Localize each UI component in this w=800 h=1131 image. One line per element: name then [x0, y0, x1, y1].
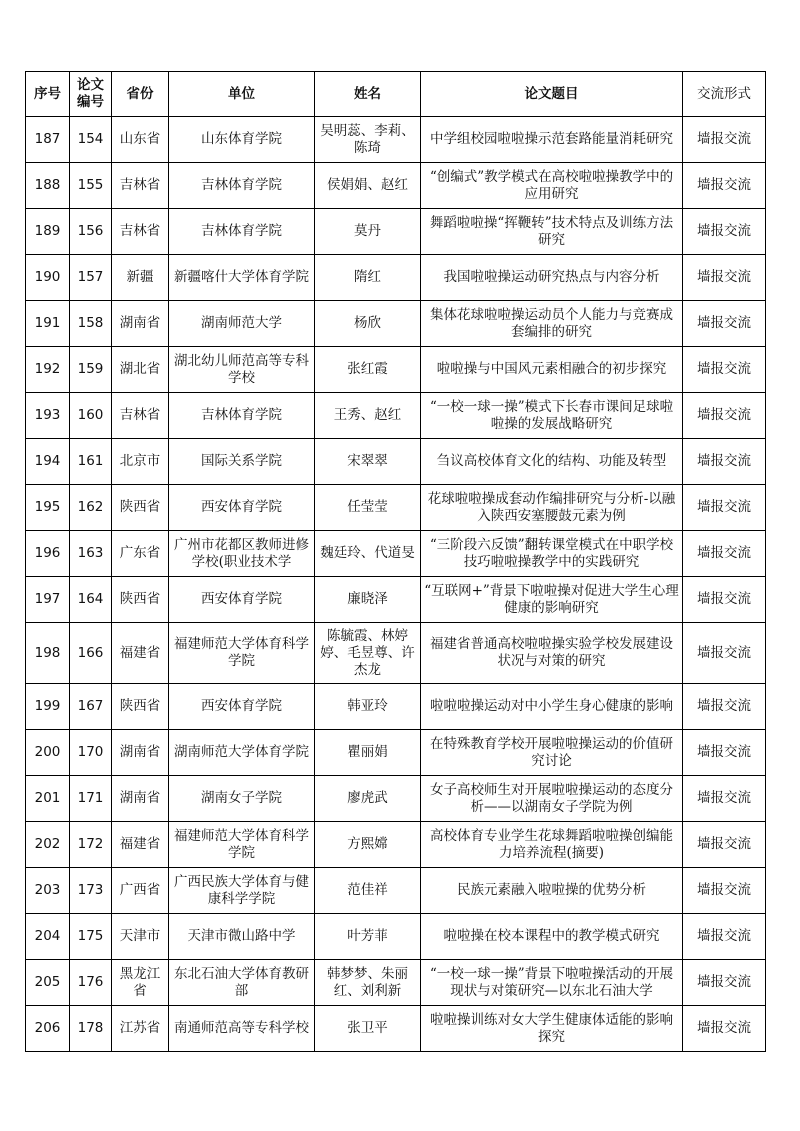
table-row [26, 1006, 766, 1052]
cell-paper-no: 170 [70, 730, 112, 776]
cell-paper-no: 154 [70, 117, 112, 163]
cell-unit: 湖南师范大学 [169, 301, 315, 347]
table-body [26, 117, 766, 1052]
cell-form: 墙报交流 [683, 577, 766, 623]
cell-province: 吉林省 [112, 393, 169, 439]
cell-name-text: 韩梦梦、朱丽红、刘利新 [327, 965, 408, 999]
cell-form: 墙报交流 [683, 485, 766, 531]
cell-unit: 西安体育学院 [169, 684, 315, 730]
cell-paper-no: 162 [70, 485, 112, 531]
table-row [26, 301, 766, 347]
table-row [26, 577, 766, 623]
cell-seq: 199 [26, 684, 70, 730]
cell-paper-no-text: 176 [77, 974, 104, 990]
cell-province: 陕西省 [112, 684, 169, 730]
cell-paper-no: 160 [70, 393, 112, 439]
cell-unit: 西安体育学院 [169, 577, 315, 623]
table-header-row [26, 72, 766, 117]
cell-province: 广西省 [112, 868, 169, 914]
cell-province: 湖北省 [112, 347, 169, 393]
cell-form: 墙报交流 [683, 684, 766, 730]
cell-paper-no: 161 [70, 439, 112, 485]
cell-name-text: 魏廷玲、代道旻 [320, 545, 415, 561]
cell-province: 新疆 [112, 255, 169, 301]
cell-paper-no: 167 [70, 684, 112, 730]
cell-paper-no: 171 [70, 776, 112, 822]
table-row [26, 868, 766, 914]
cell-title: 福建省普通高校啦啦操实验学校发展建设状况与对策的研究 [421, 623, 683, 684]
header-form: 交流形式 [683, 72, 766, 117]
cell-name: 廖虎武 [315, 776, 421, 822]
cell-name: 韩亚玲 [315, 684, 421, 730]
cell-unit: 湖北幼儿师范高等专科学校 [169, 347, 315, 393]
cell-seq-text: 205 [34, 974, 61, 990]
cell-form [683, 531, 766, 577]
cell-unit-text: 东北石油大学体育教研部 [174, 965, 309, 999]
cell-unit: 福建师范大学体育科学学院 [169, 623, 315, 684]
cell-name: 任莹莹 [315, 485, 421, 531]
cell-paper-no: 157 [70, 255, 112, 301]
cell-form: 墙报交流 [683, 301, 766, 347]
cell-unit-text: 广州市花都区教师进修学校(职业技术学 [174, 536, 309, 570]
cell-title: 高校体育专业学生花球舞蹈啦啦操创编能力培养流程(摘要) [421, 822, 683, 868]
cell-form: 墙报交流 [683, 393, 766, 439]
table-row [26, 531, 766, 577]
cell-paper-no: 156 [70, 209, 112, 255]
cell-name: 王秀、赵红 [315, 393, 421, 439]
cell-province: 福建省 [112, 623, 169, 684]
cell-title: “互联网+”背景下啦啦操对促进大学生心理健康的影响研究 [421, 577, 683, 623]
cell-title: 女子高校师生对开展啦啦操运动的态度分析——以湖南女子学院为例 [421, 776, 683, 822]
cell-name: 侯娟娟、赵红 [315, 163, 421, 209]
cell-paper-no: 155 [70, 163, 112, 209]
cell-name: 张卫平 [315, 1006, 421, 1052]
table-row [26, 209, 766, 255]
cell-province: 北京市 [112, 439, 169, 485]
cell-form: 墙报交流 [683, 730, 766, 776]
cell-seq: 204 [26, 914, 70, 960]
cell-title: 民族元素融入啦啦操的优势分析 [421, 868, 683, 914]
table-row [26, 822, 766, 868]
cell-title: 我国啦啦操运动研究热点与内容分析 [421, 255, 683, 301]
table-row [26, 914, 766, 960]
cell-seq: 195 [26, 485, 70, 531]
cell-form: 墙报交流 [683, 347, 766, 393]
cell-seq: 188 [26, 163, 70, 209]
header-province: 省份 [112, 72, 169, 117]
cell-unit: 湖南师范大学体育学院 [169, 730, 315, 776]
cell-form: 墙报交流 [683, 1006, 766, 1052]
cell-title: 中学组校园啦啦操示范套路能量消耗研究 [421, 117, 683, 163]
cell-title: 啦啦操训练对女大学生健康体适能的影响探究 [421, 1006, 683, 1052]
cell-seq: 206 [26, 1006, 70, 1052]
cell-unit: 吉林体育学院 [169, 393, 315, 439]
header-unit: 单位 [169, 72, 315, 117]
table-row [26, 393, 766, 439]
cell-title-text: “三阶段六反馈”翻转课堂模式在中职学校技巧啦啦操教学中的实践研究 [429, 536, 674, 570]
cell-form: 墙报交流 [683, 209, 766, 255]
header-title: 论文题目 [421, 72, 683, 117]
table-row [26, 117, 766, 163]
cell-form: 墙报交流 [683, 868, 766, 914]
cell-seq: 193 [26, 393, 70, 439]
cell-name: 叶芳菲 [315, 914, 421, 960]
cell-name: 瞿丽娟 [315, 730, 421, 776]
cell-province: 吉林省 [112, 209, 169, 255]
cell-seq [26, 531, 70, 577]
cell-form-text: 墙报交流 [697, 545, 751, 561]
cell-province: 陕西省 [112, 577, 169, 623]
cell-seq: 197 [26, 577, 70, 623]
cell-unit: 湖南女子学院 [169, 776, 315, 822]
cell-name [315, 531, 421, 577]
cell-unit: 吉林体育学院 [169, 209, 315, 255]
cell-title: “创编式”教学模式在高校啦啦操教学中的应用研究 [421, 163, 683, 209]
cell-unit: 山东体育学院 [169, 117, 315, 163]
cell-paper-no [70, 531, 112, 577]
cell-form: 墙报交流 [683, 914, 766, 960]
cell-unit: 吉林体育学院 [169, 163, 315, 209]
cell-province-text: 广东省 [119, 545, 161, 561]
cell-name: 范佳祥 [315, 868, 421, 914]
table-row [26, 485, 766, 531]
cell-province: 湖南省 [112, 730, 169, 776]
cell-unit: 国际关系学院 [169, 439, 315, 485]
cell-paper-no [70, 960, 112, 1006]
cell-seq: 190 [26, 255, 70, 301]
cell-seq: 202 [26, 822, 70, 868]
cell-seq: 187 [26, 117, 70, 163]
cell-title: 集体花球啦啦操运动员个人能力与竞赛成套编排的研究 [421, 301, 683, 347]
table-row [26, 623, 766, 684]
cell-province [112, 960, 169, 1006]
table-row [26, 684, 766, 730]
cell-form: 墙报交流 [683, 439, 766, 485]
cell-seq: 191 [26, 301, 70, 347]
cell-name: 张红霞 [315, 347, 421, 393]
cell-title [421, 960, 683, 1006]
cell-title: 花球啦啦操成套动作编排研究与分析-以融入陕西安塞腰鼓元素为例 [421, 485, 683, 531]
cell-province [112, 531, 169, 577]
cell-title: “一校一球一操”模式下长春市课间足球啦啦操的发展战略研究 [421, 393, 683, 439]
cell-name: 莫丹 [315, 209, 421, 255]
cell-province: 陕西省 [112, 485, 169, 531]
cell-province: 福建省 [112, 822, 169, 868]
header-seq: 序号 [26, 72, 70, 117]
table-row [26, 255, 766, 301]
cell-province: 湖南省 [112, 776, 169, 822]
cell-province: 吉林省 [112, 163, 169, 209]
cell-seq [26, 960, 70, 1006]
cell-form [683, 960, 766, 1006]
cell-seq-text: 196 [34, 545, 61, 561]
cell-title: 刍议高校体育文化的结构、功能及转型 [421, 439, 683, 485]
cell-title-text: “一校一球一操”背景下啦啦操活动的开展现状与对策研究—以东北石油大学 [429, 965, 674, 999]
table-row [26, 960, 766, 1006]
cell-seq: 194 [26, 439, 70, 485]
cell-form: 墙报交流 [683, 255, 766, 301]
cell-seq: 192 [26, 347, 70, 393]
cell-unit: 新疆喀什大学体育学院 [169, 255, 315, 301]
cell-paper-no-text: 163 [77, 545, 104, 561]
cell-form: 墙报交流 [683, 776, 766, 822]
cell-unit: 福建师范大学体育科学学院 [169, 822, 315, 868]
cell-seq: 201 [26, 776, 70, 822]
cell-unit: 西安体育学院 [169, 485, 315, 531]
cell-name: 廉晓泽 [315, 577, 421, 623]
cell-province: 天津市 [112, 914, 169, 960]
cell-name: 方熙嫦 [315, 822, 421, 868]
cell-form: 墙报交流 [683, 623, 766, 684]
cell-unit [169, 960, 315, 1006]
cell-title [421, 531, 683, 577]
cell-seq: 203 [26, 868, 70, 914]
cell-paper-no: 159 [70, 347, 112, 393]
cell-unit: 天津市微山路中学 [169, 914, 315, 960]
cell-name: 杨欣 [315, 301, 421, 347]
cell-seq: 200 [26, 730, 70, 776]
cell-title: 啦啦啦操运动对中小学生身心健康的影响 [421, 684, 683, 730]
cell-title: 在特殊教育学校开展啦啦操运动的价值研究讨论 [421, 730, 683, 776]
cell-seq: 189 [26, 209, 70, 255]
cell-province: 湖南省 [112, 301, 169, 347]
cell-name: 宋翠翠 [315, 439, 421, 485]
cell-name: 陈毓霞、林婷婷、毛昱尊、许杰龙 [315, 623, 421, 684]
table-row [26, 347, 766, 393]
cell-name: 吴明蕊、李莉、陈琦 [315, 117, 421, 163]
cell-form: 墙报交流 [683, 117, 766, 163]
header-name: 姓名 [315, 72, 421, 117]
cell-name: 隋红 [315, 255, 421, 301]
cell-paper-no: 172 [70, 822, 112, 868]
cell-paper-no: 164 [70, 577, 112, 623]
cell-paper-no: 175 [70, 914, 112, 960]
cell-province-text: 黑龙江省 [119, 965, 161, 999]
cell-seq: 198 [26, 623, 70, 684]
table-row [26, 439, 766, 485]
cell-form-text: 墙报交流 [697, 974, 751, 990]
cell-unit [169, 531, 315, 577]
cell-form: 墙报交流 [683, 822, 766, 868]
cell-province: 山东省 [112, 117, 169, 163]
cell-unit: 南通师范高等专科学校 [169, 1006, 315, 1052]
cell-paper-no: 173 [70, 868, 112, 914]
cell-paper-no: 178 [70, 1006, 112, 1052]
cell-form: 墙报交流 [683, 163, 766, 209]
cell-name [315, 960, 421, 1006]
cell-province: 江苏省 [112, 1006, 169, 1052]
header-paper-no: 论文编号 [70, 72, 112, 117]
table-row [26, 776, 766, 822]
cell-title: 啦啦操在校本课程中的教学模式研究 [421, 914, 683, 960]
table-row [26, 163, 766, 209]
cell-unit: 广西民族大学体育与健康科学学院 [169, 868, 315, 914]
table-row [26, 730, 766, 776]
cell-paper-no: 166 [70, 623, 112, 684]
paper-list-table [25, 71, 766, 1052]
cell-title: 啦啦操与中国风元素相融合的初步探究 [421, 347, 683, 393]
cell-title: 舞蹈啦啦操“挥鞭转”技术特点及训练方法研究 [421, 209, 683, 255]
cell-paper-no: 158 [70, 301, 112, 347]
